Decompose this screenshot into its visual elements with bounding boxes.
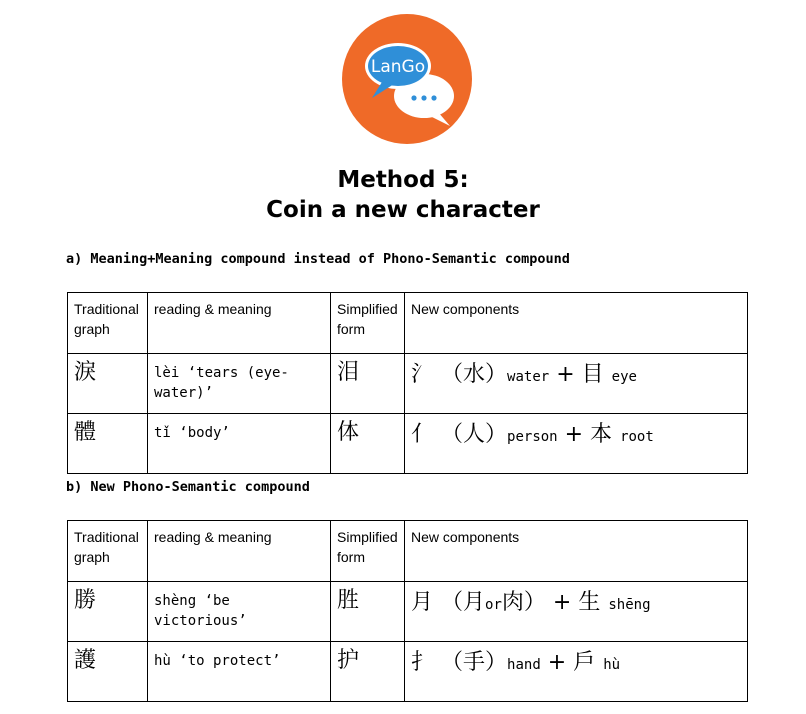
- page-title: [0, 165, 806, 225]
- reading-meaning: shèng ‘be victorious’: [148, 582, 331, 642]
- new-components: [405, 354, 748, 414]
- component-radical: 月: [411, 590, 434, 615]
- simplified-char: 护: [331, 642, 405, 702]
- component-second: 目: [581, 362, 604, 387]
- component-radical: 氵: [411, 362, 434, 387]
- component-second-gloss: eye: [611, 369, 637, 385]
- table-a: [67, 292, 748, 474]
- component-gloss: water: [507, 369, 550, 385]
- traditional-char: 淚: [68, 354, 148, 414]
- reading-meaning: lèi ‘tears (eye-water)’: [148, 354, 331, 414]
- table-row: [68, 414, 748, 474]
- component-second-gloss: shēng: [608, 597, 651, 613]
- header-components: New components: [405, 521, 748, 582]
- traditional-char: 勝: [68, 582, 148, 642]
- component-or: or: [485, 597, 502, 613]
- component-second: 戶: [573, 650, 596, 675]
- component-second-gloss: root: [620, 429, 654, 445]
- table-row: [68, 354, 748, 414]
- new-components: [405, 582, 748, 642]
- header-traditional: Traditional graph: [68, 521, 148, 582]
- reading-meaning: hù ‘to protect’: [148, 642, 331, 702]
- component-source: （手）: [441, 650, 508, 675]
- reading-meaning: tǐ ‘body’: [148, 414, 331, 474]
- component-second-gloss: hù: [603, 657, 621, 673]
- logo-text: LanGo: [370, 57, 426, 77]
- table-b: [67, 520, 748, 702]
- table-row: [68, 582, 748, 642]
- new-components: [405, 414, 748, 474]
- table-row: [68, 642, 748, 702]
- component-source: （水）: [441, 362, 508, 387]
- component-source: （人）: [441, 422, 508, 447]
- component-second: 生: [578, 590, 601, 615]
- simplified-char: 体: [331, 414, 405, 474]
- traditional-char: 體: [68, 414, 148, 474]
- header-simplified: Simplified form: [331, 293, 405, 354]
- component-radical: 扌: [411, 650, 434, 675]
- component-gloss: person: [507, 429, 558, 445]
- traditional-char: 護: [68, 642, 148, 702]
- simplified-char: 胜: [331, 582, 405, 642]
- title-line-2: Coin a new character: [266, 197, 540, 223]
- simplified-char: 泪: [331, 354, 405, 414]
- lango-logo: [342, 14, 472, 144]
- table-header-row: [68, 521, 748, 582]
- header-reading: reading & meaning: [148, 293, 331, 354]
- header-simplified: Simplified form: [331, 521, 405, 582]
- header-components: New components: [405, 293, 748, 354]
- header-reading: reading & meaning: [148, 521, 331, 582]
- component-gloss: hand: [507, 657, 541, 673]
- header-traditional: Traditional graph: [68, 293, 148, 354]
- component-source-alt: 肉）: [501, 590, 546, 615]
- title-line-1: Method 5:: [337, 167, 469, 193]
- component-plus: +: [552, 590, 572, 615]
- component-source: （月: [441, 590, 486, 615]
- speech-bubbles-icon: [342, 14, 472, 144]
- section-b-label: b) New Phono-Semantic compound: [66, 479, 310, 495]
- component-plus: +: [547, 650, 567, 675]
- table-header-row: [68, 293, 748, 354]
- component-second: 本: [590, 422, 613, 447]
- component-plus: +: [556, 362, 575, 387]
- section-a-label: a) Meaning+Meaning compound instead of Phono-Semantic compound: [66, 251, 570, 267]
- component-plus: +: [564, 422, 584, 447]
- component-radical: 亻: [411, 422, 434, 447]
- new-components: [405, 642, 748, 702]
